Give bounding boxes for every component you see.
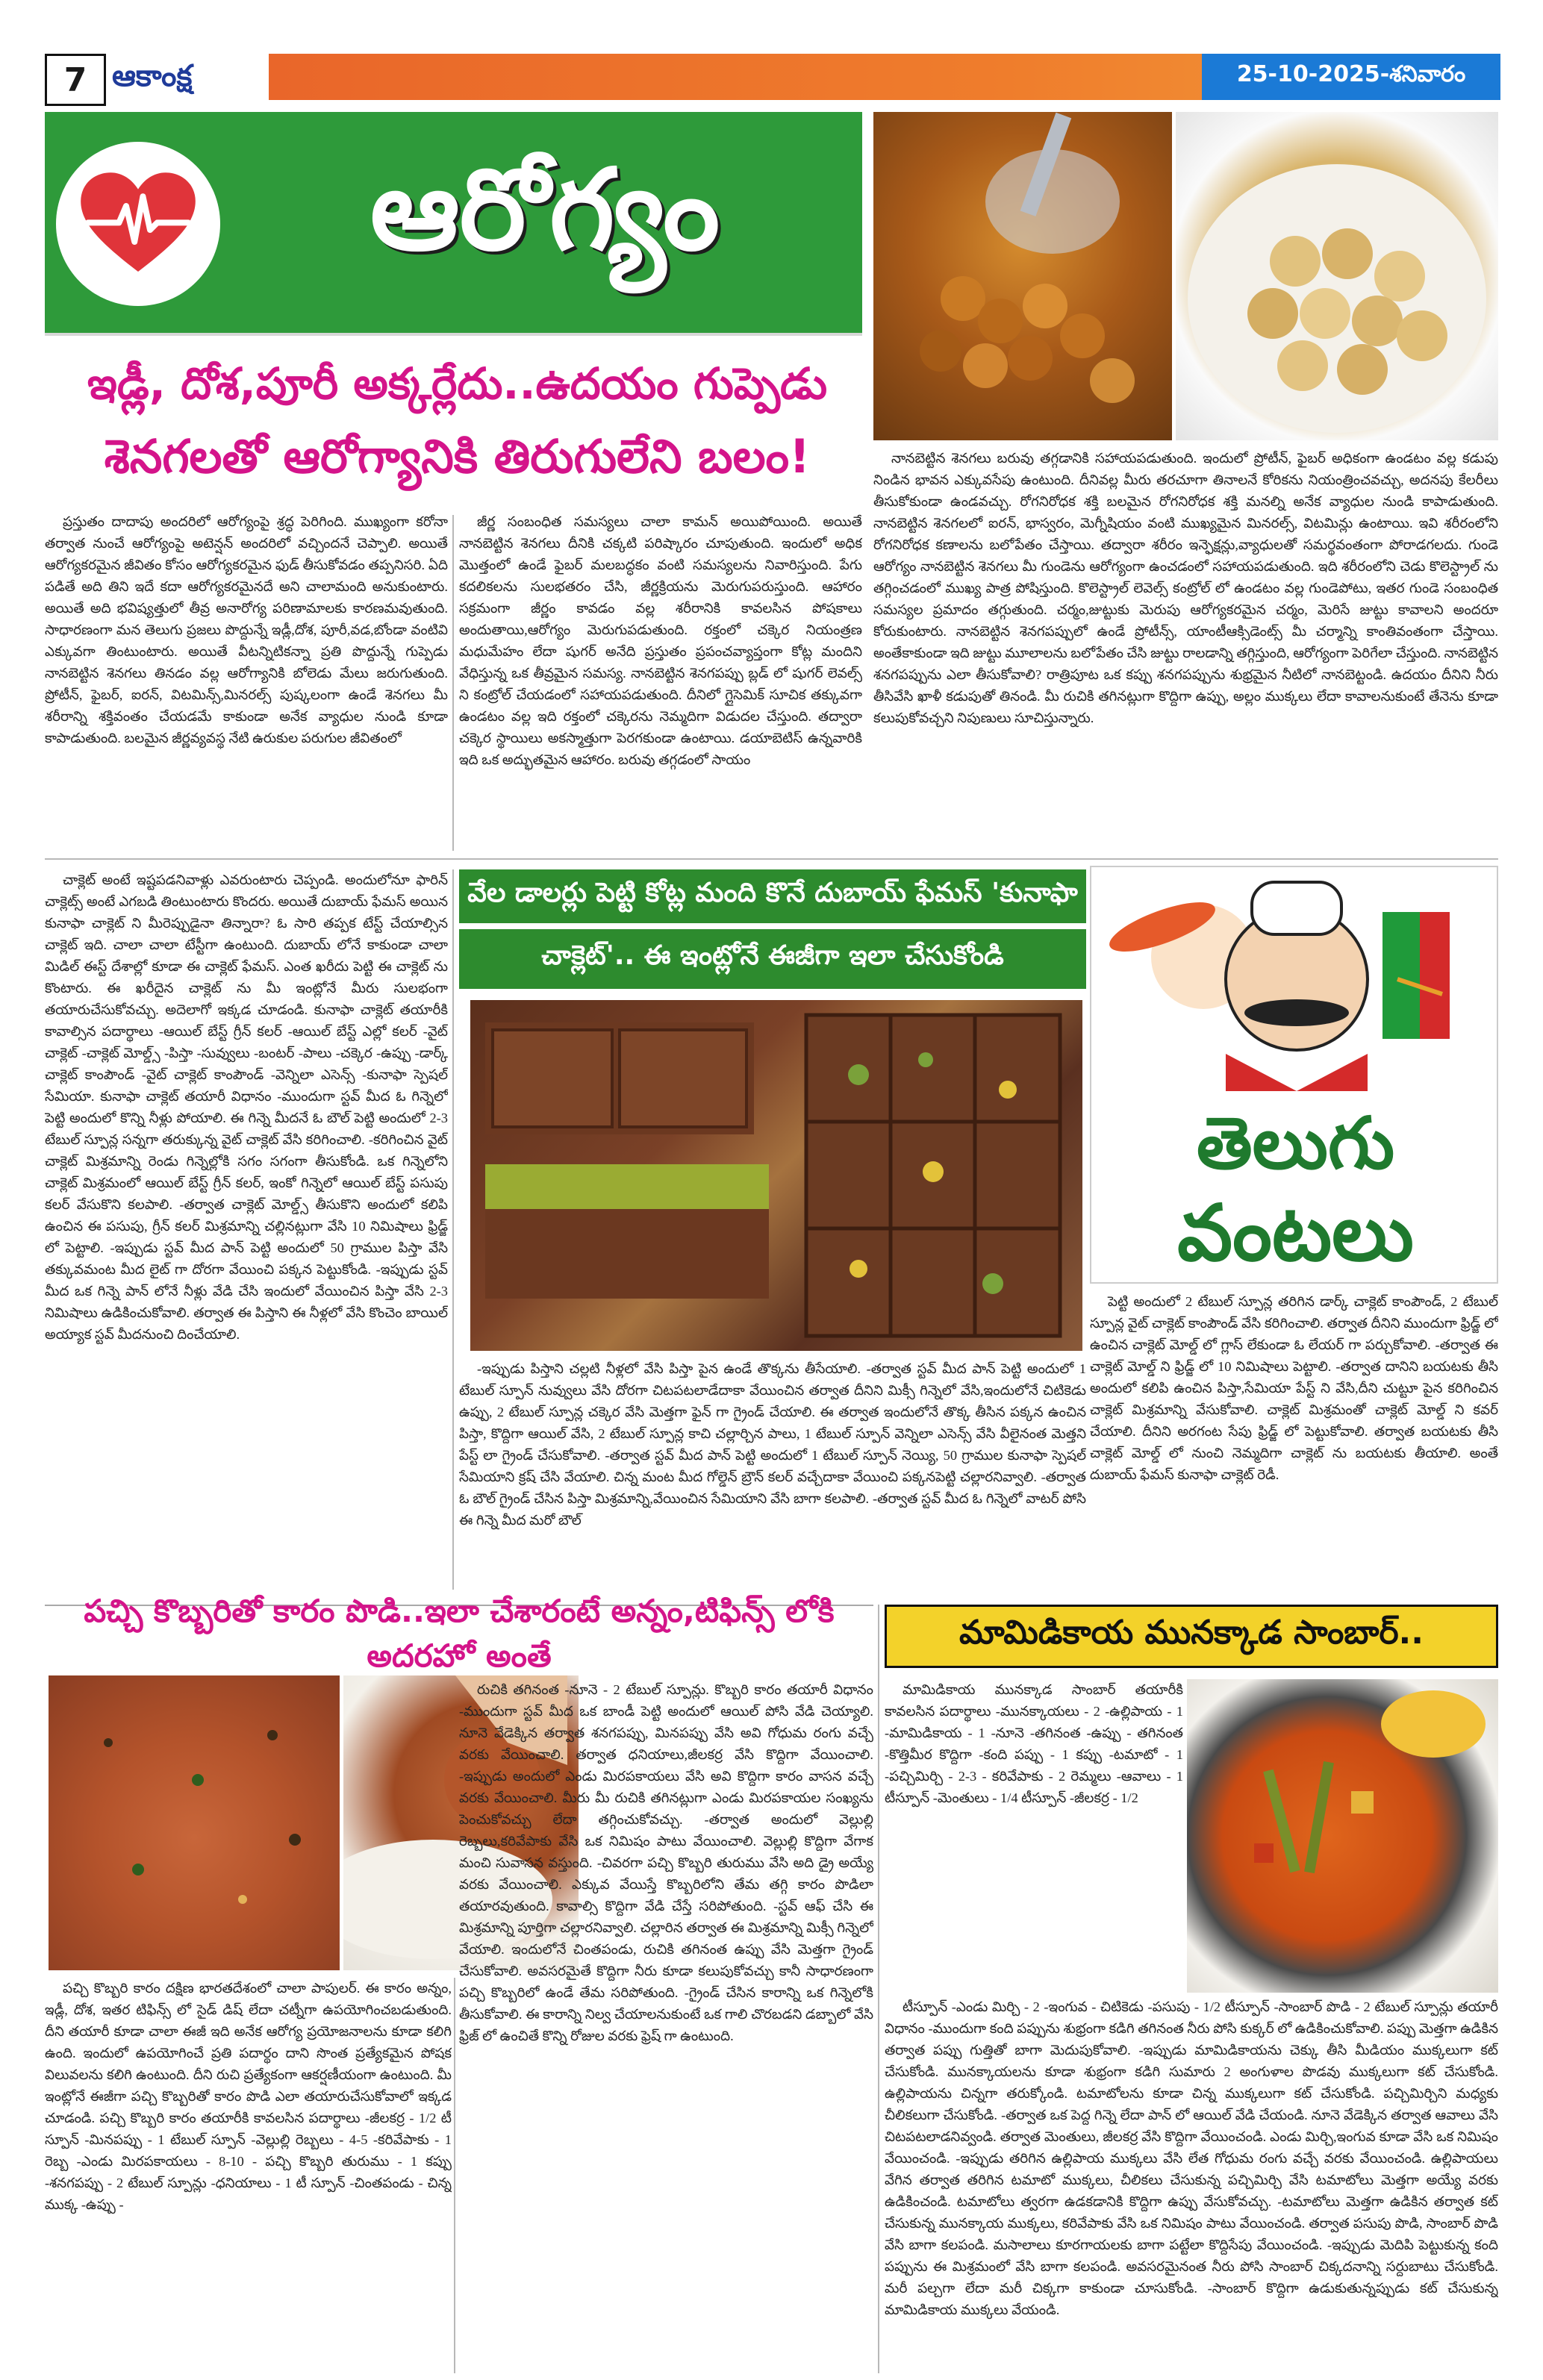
heart-pulse-icon: [56, 142, 220, 306]
newspaper-logo: ఆకాంక్ష: [112, 57, 193, 93]
article-headline: వేల డాలర్లు పెట్టి కోట్ల మంది కొనే దుబాయ్ ఫేమస్ 'కునాఫా: [459, 869, 1086, 923]
column-divider: [454, 1978, 455, 2373]
article-column: [885, 1996, 1498, 2373]
issue-date: 25-10-2025-శనివారం: [1202, 54, 1500, 100]
article-column: [459, 511, 862, 855]
column-divider: [452, 515, 454, 851]
article-headline: పచ్చి కొబ్బరితో కారం పొడి..ఇలా చేశారంటే అన్నం,టిఫిన్స్ లోకి అదరహో అంతే: [45, 1605, 873, 1668]
paragraph: -ఇప్పుడు పిస్తాని చల్లటి నీళ్లలో వేసి పిస్తా పైన ఉండే తొక్కను తీసేయాలి. -తర్వాత స్టవ్ మీద పాన్ పెట్టి అందులో 1 టేబుల్ స్పూన్ నువ్వులు వేసి దోరగా చిటపటలాడేదాకా వేయించిన తర్వాత దీనిని మిక్సీ గిన్నెలో వేసి,ఇందులోనే చిటికెడు ఉప్పు, 2 టేబుల్ స్పూన్ల చక్కెర వేసి మెత్తగా ఫైన్ గా గ్రైండ్ చేయాలి. ఈ తర్వాత ఇందులోనే తొక్క తీసిన పక్కన ఉంచిన పిస్తా, కొద్దిగా ఆయిల్ వేసి, 2 టేబుల్ స్పూన్ల కాచి చల్లార్చిన పాలు, 1 టేబుల్ స్పూన్ వెన్నిలా ఎసెన్స్ వేసి వీలైనంత మెత్తని పేస్ట్ లా గ్రైండ్ చేసుకోవాలి. -తర్వాత స్టవ్ మీద పాన్ పెట్టి అందులో 1 టేబుల్ స్పూన్ నెయ్యి, 50 గ్రాముల కునాఫా స్పెషల్ సేమియాని క్రష్ చేసి వేయాలి. చిన్న మంట మీద గోల్డెన్ బ్రౌన్ కలర్ వచ్చేదాకా వేయించి పక్కనపెట్టి చల్లారనివ్వాలి. -తర్వాత ఓ బౌల్ గ్రైండ్ చేసిన పిస్తా మిశ్రమాన్ని,వేయించిన సేమియాని వేసి బాగా కలపాలి. -తర్వాత స్టవ్ మీద ఓ గిన్నెలో వాటర్ పోసి ఈ గిన్నె మీద మరో బౌల్: [459, 1361, 1086, 1528]
logo-text-line2: వంటలు: [1177, 1187, 1414, 1278]
article-column: [45, 1978, 452, 2373]
article-column: [885, 1679, 1183, 1993]
sambar-photo: [1187, 1679, 1498, 1993]
kunafa-chocolate-photo: [470, 1000, 1082, 1351]
paragraph: రుచికి తగినంత -నూనె - 2 టేబుల్ స్పూన్లు. కొబ్బరి కారం తయారీ విధానం -ముందుగా స్టవ్ మీద ఒక బాండీ పెట్టి అందులో ఆయిల్ పోసి వేడి చెయ్యాలి. నూనె వేడెక్కిన తర్వాత శనగపప్పు, మినపప్పు వేసి అవి గోధుమ రంగు వచ్చే వరకు వేయించాలి. తర్వాత ధనియాలు,జీలకర్ర వేసి కొద్దిగా వేయించాలి. -ఇప్పుడు అందులో ఎండు మిరపకాయలు వేసి అవి కొద్దిగా కారం వాసన వచ్చే వరకు వేయించాలి. మీరు మీ రుచికి తగినట్లుగా ఎండు మిరపకాయల సంఖ్యను పెంచుకోవచ్చు లేదా తగ్గించుకోవచ్చు. -తర్వాత అందులో వెల్లుల్లి రెబ్బలు,కరివేపాకు వేసి ఒక నిమిషం పాటు వేయించాలి. వెల్లుల్లి కొద్దిగా వేగాక మంచి సువాసన వస్తుంది. -చివరగా పచ్చి కొబ్బరి తురుము వేసి అది డ్రై అయ్యే వరకు వేయించాలి. ఎక్కువ వేయిస్తే కొబ్బరిలోని తేమ తగ్గి కారం పొడిలా తయారవుతుంది. కావాల్సి కొద్దిగా వేడి చేస్తే సరిపోతుంది. -స్టవ్ ఆఫ్ చేసి ఈ మిశ్రమాన్ని పూర్తిగా చల్లారనివ్వాలి. చల్లారిన తర్వాత ఈ మిశ్రమాన్ని మిక్సీ గిన్నెలో వేయాలి. ఇందులోనే చింతపండు, రుచికి తగినంత ఉప్పు వేసి మెత్తగా గ్రైండ్ చేసుకోవాలి. అవసరమైతే కొద్దిగా నీరు కూడా కలుపుకోవచ్చు కానీ సాధారణంగా పచ్చి కొబ్బరిలో ఉండే తేమ సరిపోతుంది. -గ్రైండ్ చేసిన కారాన్ని ఒక గిన్నెలోకి తీసుకోవాలి. ఈ కారాన్ని నిల్వ చేయాలనుకుంటే ఒక గాలి చొరబడని డబ్బాలో వేసి ఫ్రిజ్ లో ఉంచితే కొన్ని రోజుల వరకు ఫ్రెష్ గా ఉంటుంది.: [459, 1682, 873, 2043]
paragraph: మామిడికాయ మునక్కాడ సాంబార్ తయారీకి కావలసిన పదార్థాలు -మునక్కాయలు - 2 -ఉల్లిపాయ - 1 -మామిడికాయ - 1 -నూనె -తగినంత -ఉప్పు - తగినంత -కొత్తిమీర కొద్దిగా -కంది పప్పు - 1 కప్పు -టమాటో - 1 -పచ్చిమిర్చి - 2-3 - కరివేపాకు - 2 రెమ్మలు -ఆవాలు - 1 టీస్పూన్ -మెంతులు - 1/4 టీస్పూన్ -జీలకర్ర - 1/2: [885, 1682, 1183, 1805]
logo-text-line1: తెలుగు: [1196, 1102, 1395, 1185]
article-subheadline: శెనగలతో ఆరోగ్యానికి తిరుగులేని బలం!: [104, 429, 811, 484]
article-column: [459, 1358, 1086, 1597]
column-divider: [452, 869, 454, 1590]
chickpea-spoon-photo: [873, 112, 1172, 440]
article-headline: మామిడికాయ మునక్కాడ సాంబార్..: [885, 1605, 1498, 1668]
paragraph: నానబెట్టిన శెనగలు బరువు తగ్గడానికి సహాయపడుతుంది. ఇందులో ప్రోటీన్, ఫైబర్ అధికంగా ఉండటం వల్ల కడుపు నిండిన భావన ఎక్కువసేపు ఉంటుంది. దీనివల్ల మీరు తరచూగా తినాలనే కోరికను నియంత్రించవచ్చు, అదనపు కేలరీలు తీసుకోకుండా ఉండవచ్చు. రోగనిరోధక శక్తి బలమైన రోగనిరోధక శక్తి మనల్ని అనేక వ్యాధుల నుండి కాపాడుతుంది. నానబెట్టిన శెనగలలో ఐరన్, భాస్వరం, మెగ్నీషియం వంటి ముఖ్యమైన మినరల్స్, విటమిన్లు ఉంటాయి. ఇవి శరీరంలోని రోగనిరోధక కణాలను బలోపేతం చేస్తాయి. తద్వారా శరీరం ఇన్ఫెక్షన్లు,వ్యాధులతో సమర్థవంతంగా పోరాడగలదు. గుండె ఆరోగ్యం నానబెట్టిన శెనగలు మీ గుండెను ఆరోగ్యంగా ఉంచడంలో సహాయపడుతుంది. ఇది శరీరంలోని చెడు కొలెస్ట్రాల్ ను తగ్గించడంలో ముఖ్య పాత్ర పోషిస్తుంది. కొలెస్ట్రాల్ లెవెల్స్ కంట్రోల్ లో ఉండటం వల్ల గుండెపోటు, ఇతర గుండె సంబంధిత సమస్యల ప్రమాదం తగ్గుతుంది. చర్మం,జుట్టుకు మెరుపు ఆరోగ్యకరమైన చర్మం, మెరిసే జుట్టు కావాలని అందరూ కోరుకుంటారు. నానబెట్టిన శెనగపప్పులో ఉండే ప్రోటీన్స్, యాంటీఆక్సిడెంట్స్ మీ చర్మాన్ని కాంతివంతంగా చేస్తాయి. అంతేకాకుండా ఇది జుట్టు మూలాలను బలోపేతం చేసి జుట్టు రాలడాన్ని తగ్గిస్తుంది, ఆరోగ్యంగా పెరిగేలా చేస్తుంది. నానబెట్టిన శనగపప్పును ఎలా తీసుకోవాలి? రాత్రిపూట ఒక కప్పు శనగపప్పును శుభ్రమైన నీటిలో నానబెట్టండి. ఉదయం దీనిని నీరు తీసివేసి ఖాళీ కడుపుతో తినండి. మీ రుచికి తగినట్లుగా కొద్దిగా ఉప్పు, అల్లం ముక్కలు లేదా కావాలనుకుంటే తేనెను కూడా కలుపుకోవచ్చని నిపుణులు సూచిస్తున్నారు.: [873, 451, 1498, 725]
coconut-podi-photo: [49, 1675, 340, 1970]
article-column: [459, 1679, 873, 2373]
article-subheadline: చాక్లెట్'.. ఈ ఇంట్లోనే ఈజీగా ఇలా చేసుకోండి: [459, 929, 1086, 989]
paragraph: టీస్పూన్ -ఎండు మిర్చి - 2 -ఇంగువ - చిటికెడు -పసుపు - 1/2 టీస్పూన్ -సాంబార్ పొడి - 2 టేబుల్ స్పూన్లు తయారీ విధానం -ముందుగా కంది పప్పును శుభ్రంగా కడిగి తగినంత నీరు పోసి కుక్కర్ లో ఉడికించుకోవాలి. పప్పు మెత్తగా ఉడికిన తర్వాత పప్పు గుత్తితో బాగా మెదుపుకోవాలి. -ఇప్పుడు మామిడికాయను చెక్కు తీసి మీడియం ముక్కలుగా కట్ చేసుకోండి. మునక్కాయలను కూడా శుభ్రంగా కడిగి సుమారు 2 అంగుళాల పొడవు ముక్కలుగా కట్ చేసుకోండి. ఉల్లిపాయను చిన్నగా తరుక్కోండి. టమాటోలను కూడా చిన్న ముక్కలుగా కట్ చేసుకోండి. పచ్చిమిర్చిని మధ్యకు చీలికలుగా చేసుకోండి. -తర్వాత ఒక పెద్ద గిన్నె లేదా పాన్ లో ఆయిల్ వేడి చేయండి. నూనె వేడెక్కిన తర్వాత ఆవాలు వేసి చిటపటలాడనివ్వండి. తర్వాత మెంతులు, జీలకర్ర వేసి కొద్దిగా వేయించండి. ఎండు మిర్చి,ఇంగువ కూడా వేసి ఒక నిమిషం వేయించండి. -ఇప్పుడు తరిగిన ఉల్లిపాయ ముక్కలు వేసి లేత గోధుమ రంగు వచ్చే వరకు వేయించండి. ఉల్లిపాయలు వేగిన తర్వాత తరిగిన టమాటో ముక్కలు, చీలికలు చేసుకున్న పచ్చిమిర్చి వేసి టమాటోలు మెత్తగా అయ్యే వరకు ఉడికించండి. టమాటోలు త్వరగా ఉడకడానికి కొద్దిగా ఉప్పు వేసుకోవచ్చు. -టమాటోలు మెత్తగా ఉడికిన తర్వాత కట్ చేసుకున్న మునక్కాయ ముక్కలు, కరివేపాకు వేసి ఒక నిమిషం పాటు వేయించండి. తర్వాత పసుపు పొడి, సాంబార్ పొడి వేసి బాగా కలపండి. మసాలాలు కూరగాయలకు బాగా పట్టేలా కొద్దిసేపు వేయించండి. -ఇప్పుడు మెదిపి పెట్టుకున్న కంది పప్పును ఈ మిశ్రమంలో వేసి బాగా కలపండి. అవసరమైనంత నీరు పోసి సాంబార్ చిక్కదనాన్ని సర్దుబాటు చేసుకోండి. మరీ పల్చగా లేదా మరీ చిక్కగా కాకుండా చూసుకోండి. -సాంబార్ కొద్దిగా ఉడుకుతున్నప్పుడు కట్ చేసుకున్న మామిడికాయ ముక్కలు వేయండి.: [885, 1999, 1498, 2317]
paragraph: చాక్లెట్ అంటే ఇష్టపడనివాళ్లు ఎవరుంటారు చెప్పండి. అందులోనూ ఫారిన్ చాక్లెట్స్ అంటే ఎగబడి తింటుంటారు కొందరు. అయితే దుబాయ్ ఫేమస్ అయిన కునాఫా చాక్లెట్ ని మీరెప్పుడైనా తిన్నారా? ఓ సారి తప్పక టేస్ట్ చేయాల్సిన చాక్లెట్ ఇది. చాలా చాలా టేస్టీగా ఉంటుంది. దుబాయ్ లోనే కాకుండా చాలా మిడిల్ ఈస్ట్ దేశాల్లో కూడా ఈ చాక్లెట్ ఫేమస్. ఎంత ఖరీదు పెట్టి ఈ చాక్లెట్ ను కొంటారు. ఈ ఖరీదైన చాక్లెట్ ను మీ ఇంట్లోనే మీరు సులభంగా తయారుచేసుకోవచ్చు. అదెలాగో ఇక్కడ చూడండి. కునాఫా చాక్లెట్ తయారీకి కావాల్సిన పదార్థాలు -ఆయిల్ బేస్ట్ గ్రీన్ కలర్ -ఆయిల్ బేస్ట్ ఎల్లో కలర్ -వైట్ చాక్లెట్ -చాక్లెట్ మోల్డ్స్ -పిస్తా -సువ్వులు -బంటర్ -పాలు -చక్కెర -ఉప్పు -డార్క్ చాక్లెట్ కాంపౌండ్ -వైట్ చాక్లెట్ కాంపౌండ్ -వెన్నిలా ఎసెన్స్ -కునాఫా స్పెషల్ సేమియా. కునాఫా చాక్లెట్ తయారీ విధానం -ముందుగా స్టవ్ మీద ఓ గిన్నెలో పెట్టి అందులో కొన్ని నీళ్లు పోయాలి. ఈ గిన్నె మీదనే ఓ బౌల్ పెట్టి అందులో 2-3 టేబుల్ స్పూన్ల సన్నగా తరుక్కున్న వైట్ చాక్లెట్ వేసి కరిగించాలి. -కరిగించిన వైట్ చాక్లెట్ మిశ్రమాన్ని రెండు గిన్నెల్లోకి సగం సగంగా తీసుకోండి. ఒక గిన్నెలోని చాక్లెట్ మిశ్రమంలో ఆయిల్ బేస్ట్ గ్రీన్ కలర్, ఇంకో గిన్నెలో ఆయిల్ బేస్ట్ పసుపు కలర్ వేసుకొని కలపాలి. -తర్వాత చాక్లెట్ మోల్డ్స్ తీసుకొని అందులో కలిపి ఉంచిన ఈ పసుపు, గ్రీన్ కలర్ మిశ్రమాన్ని చల్లినట్లుగా వేసి 10 నిమిషాలు ఫ్రిడ్జ్ లో పెట్టాలి. -ఇప్పుడు స్టవ్ మీద పాన్ పెట్టి అందులో 50 గ్రాముల పిస్తా వేసి తక్కువమంట మీద లైట్ గా దోరగా వేయించి పక్కన పెట్టుకోండి. -ఇప్పుడు స్టవ్ మీద ఒక గిన్నె పాన్ లోనే నీళ్లు వేడి చేసి ఇందులో వేయించిన పిస్తా వేసి 2-3 నిమిషాలు ఉడికించుకోవాలి. తర్వాత ఈ పిస్తాని ఈ నీళ్లలో వేసి కొంచెం బాయిల్ అయ్యాక స్టవ్ మీదనుంచి దించేయాలి.: [45, 872, 448, 1342]
section-title: ఆరోగ్యం: [370, 145, 720, 275]
paragraph: ప్రస్తుతం దాదాపు అందరిలో ఆరోగ్యంపై శ్రద్ధ పెరిగింది. ముఖ్యంగా కరోనా తర్వాత నుంచే ఆరోగ్యంపై అటెన్షన్ అందరిలో వచ్చిందనే చెప్పాలి. అయితే ఆరోగ్యకరమైన జీవితం కోసం ఆరోగ్యకరమైన ఫుడ్ తీసుకోవడం తప్పనిసరి. ఏది పడితే అది తిని ఇదే కదా ఆరోగ్యకరమైనదే అని చాలామంది అనుకుంటారు. అయితే అది భవిష్యత్తులో తీవ్ర అనారోగ్య పరిణామాలకు కారణమవుతుంది. సాధారణంగా మన తెలుగు ప్రజలు పొద్దున్నే ఇడ్లీ,దోశ, పూరీ,వడ,బోండా వంటివి ఎక్కువగా తింటుంటారు. అయితే వీటన్నిటికన్నా ప్రతి పొద్దున్నే గుప్పెడు నానబెట్టిన శెనగలు తినడం వల్ల ఆరోగ్యానికి బోలెడు మేలు జరుగుతుంది. ప్రోటీన్, ఫైబర్, ఐరన్, విటమిన్స్,మినరల్స్ పుష్కలంగా ఉండే శెనగలు మీ శరీరాన్ని శక్తివంతం చేయడమే కాకుండా అనేక వ్యాధుల నుండి కూడా కాపాడుతుంది. బలమైన జీర్ణవ్యవస్థ నేటి ఉరుకుల పరుగుల జీవితంలో: [45, 514, 448, 746]
article-headline: ఇడ్లీ, దోశ,పూరీ అక్కర్లేదు..ఉదయం గుప్పెడు: [87, 358, 828, 409]
article-column: [45, 869, 448, 1590]
article-column: [45, 511, 448, 855]
page-number: 7: [45, 54, 106, 106]
paragraph: పెట్టి అందులో 2 టేబుల్ స్పూన్ల తరిగిన డార్క్ చాక్లెట్ కాంపౌండ్, 2 టేబుల్ స్పూన్ల వైట్ చాక్లెట్ కాంపౌండ్ వేసి కరిగించాలి. తర్వాత దీనిని ముందుగా ఫ్రిడ్జ్ లో ఉంచిన చాక్లెట్ మోల్డ్ లో గ్లాస్ లేకుండా ఓ లేయర్ గా పర్చుకోవాలి. -తర్వాత ఈ చాక్లెట్ మోల్డ్ ని ఫ్రిడ్జ్ లో 10 నిమిషాలు పెట్టాలి. -తర్వాత దానిని బయటకు తీసి అందులో కలిపి ఉంచిన పిస్తా,సేమియా పేస్ట్ ని వేసి,దీని చుట్టూ పైన కరిగించిన చాక్లెట్ మిశ్రమాన్ని వేసుకోవాలి. చాక్లెట్ మిశ్రమంతో చాక్లెట్ మోల్డ్ ని కవర్ చేయాలి. దీనిని అరగంట సేపు ఫ్రిడ్జ్ లో పెట్టుకోవాలి. తర్వాత బయటకు తీసి చాక్లెట్ మోల్డ్ లో నుంచి నెమ్మదిగా చాక్లెట్ ను బయటకు తీయాలి. అంతే దుబాయ్ ఫేమస్ కునాఫా చాక్లెట్ రెడీ.: [1090, 1294, 1498, 1482]
article-column: [873, 448, 1498, 855]
telugu-vantalu-logo: [1090, 866, 1498, 1284]
article-column: [1090, 1291, 1498, 1597]
paragraph: జీర్ణ సంబంధిత సమస్యలు చాలా కామన్ అయిపోయింది. అయితే నానబెట్టిన శెనగలు దీనికి చక్కటి పరిష్కారం చూపుతుంది. ఇందులో అధిక మొత్తంలో ఉండే ఫైబర్ మలబద్ధకం వంటి సమస్యలను నివారిస్తుంది. పేగు కదలికలను సులభతరం చేసి, జీర్ణక్రియను మెరుగుపరుస్తుంది. ఆహారం సక్రమంగా జీర్ణం కావడం వల్ల శరీరానికి కావలసిన పోషకాలు అందుతాయి,ఆరోగ్యం మెరుగుపడుతుంది. రక్తంలో చక్కెర నియంత్రణ మధుమేహం లేదా షుగర్ అనేది ప్రస్తుతం ప్రపంచవ్యాప్తంగా కోట్ల మందిని వేధిస్తున్న ఒక తీవ్రమైన సమస్య. నానబెట్టిన శెనగపప్పు బ్లడ్ లో షుగర్ లెవల్స్ ని కంట్రోల్ చేయడంలో సహాయపడుతుంది. దీనిలో గ్లైసెమిక్ సూచిక తక్కువగా ఉండటం వల్ల ఇది రక్తంలో చక్కెరను నెమ్మదిగా విడుదల చేస్తుంది. తద్వారా చక్కెర స్థాయిలు అకస్మాత్తుగా పెరగకుండా ఉంటాయి. డయాబెటిస్ ఉన్నవారికి ఇది ఒక అద్భుతమైన ఆహారం. బరువు తగ్గడంలో సాయం: [459, 514, 862, 767]
column-divider: [878, 1605, 879, 2373]
section-divider: [45, 858, 1498, 860]
paragraph: పచ్చి కొబ్బరి కారం దక్షిణ భారతదేశంలో చాలా పాపులర్. ఈ కారం అన్నం, ఇడ్లీ, దోశ, ఇతర టిఫిన్స్ లో సైడ్ డిష్ లేదా చట్నీగా ఉపయోగించబడుతుంది. దీని తయారీ కూడా చాలా ఈజీ ఇది అనేక ఆరోగ్య ప్రయోజనాలను కూడా కలిగి ఉంది. ఇందులో ఉపయోగించే ప్రతి పదార్థం దాని సొంత ప్రత్యేకమైన పోషక విలువలను కలిగి ఉంటుంది. దీని రుచి ప్రత్యేకంగా ఆకర్షణీయంగా ఉంటుంది. మీ ఇంట్లోనే ఈజీగా పచ్చి కొబ్బరితో కారం పొడి ఎలా తయారుచేసుకోవాలో ఇక్కడ చూడండి. పచ్చి కొబ్బరి కారం తయారీకి కావలసిన పదార్థాలు -జీలకర్ర - 1/2 టీ స్పూన్ -మినపప్పు - 1 టేబుల్ స్పూన్ -వెల్లుల్లి రెబ్బలు - 4-5 -కరివేపాకు - 1 రెబ్బ -ఎండు మిరపకాయలు - 8-10 - పచ్చి కొబ్బరి తురుము - 1 కప్పు -శనగపప్పు - 2 టేబుల్ స్పూన్లు -ధనియాలు - 1 టీ స్పూన్ -చింతపండు - చిన్న ముక్క -ఉప్పు -: [45, 1981, 452, 2212]
chickpea-bowl-photo: [1176, 112, 1498, 440]
